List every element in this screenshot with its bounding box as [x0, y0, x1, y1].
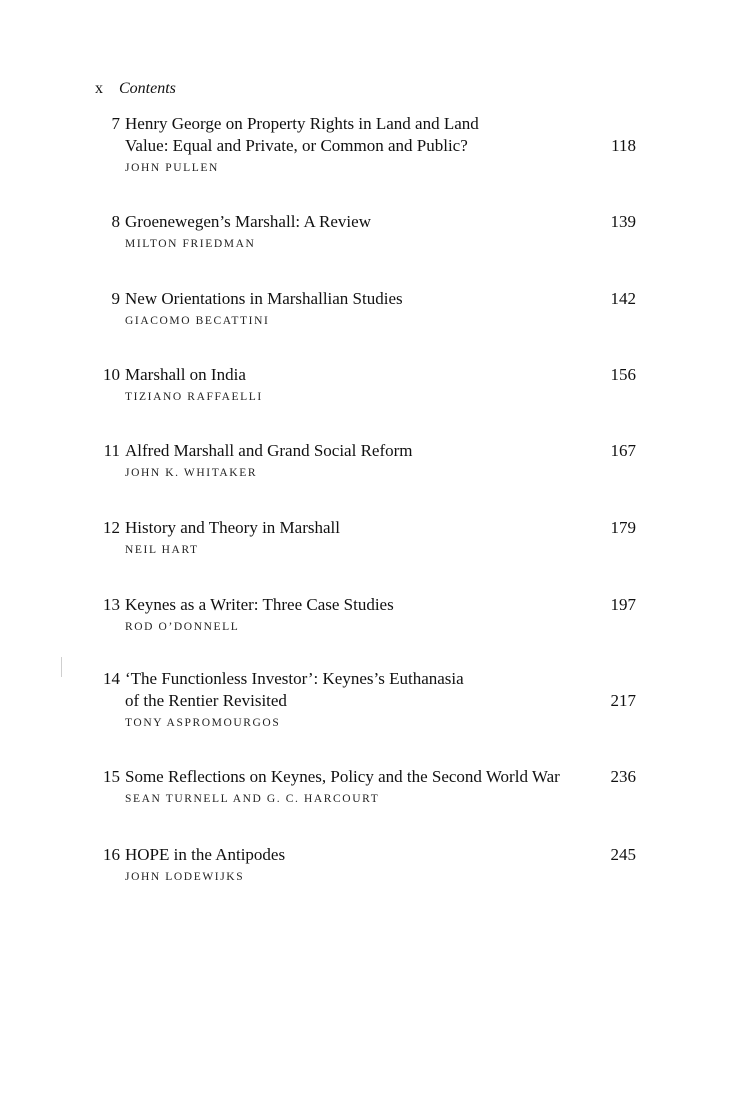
margin-rule	[61, 657, 62, 677]
toc-entry-8[interactable]	[90, 211, 650, 252]
page-number: 217	[610, 691, 636, 710]
chapter-title[interactable]	[125, 844, 595, 866]
page-number: 167	[610, 441, 636, 460]
chapter-title-line: Keynes as a Writer: Three Case Studies	[125, 595, 394, 614]
chapter-title-line: Some Reflections on Keynes, Policy and the Second World War	[125, 767, 560, 786]
chapter-title[interactable]	[125, 113, 595, 157]
toc-entry-7[interactable]	[90, 113, 650, 176]
chapter-title[interactable]	[125, 517, 595, 539]
page-number: 236	[610, 767, 636, 786]
chapter-author: GIACOMO BECATTINI	[125, 315, 270, 327]
chapter-author: JOHN PULLEN	[125, 162, 219, 174]
chapter-title-line: HOPE in the Antipodes	[125, 845, 286, 864]
chapter-number: 14	[103, 669, 120, 688]
page-number: 139	[610, 212, 636, 231]
chapter-title-line: Henry George on Property Rights in Land and Land	[125, 114, 479, 133]
chapter-title-line: of the Rentier Revisited	[125, 691, 287, 710]
chapter-number: 13	[103, 595, 120, 614]
chapter-title[interactable]	[125, 211, 595, 233]
chapter-title-line: Value: Equal and Private, or Common and Public?	[125, 136, 468, 155]
page-folio: x	[95, 80, 103, 97]
chapter-author: JOHN K. WHITAKER	[125, 467, 258, 479]
chapter-title[interactable]	[125, 668, 595, 712]
page-number: 197	[610, 595, 636, 614]
toc-entry-9[interactable]	[90, 288, 650, 329]
chapter-number: 7	[111, 114, 120, 133]
chapter-author: ROD O’DONNELL	[125, 621, 240, 633]
toc-entry-13[interactable]	[90, 594, 650, 635]
chapter-author: JOHN LODEWIJKS	[125, 871, 245, 883]
chapter-title-line: Marshall on India	[125, 365, 246, 384]
running-head	[95, 79, 176, 99]
page-number: 142	[610, 289, 636, 308]
toc-entry-12[interactable]	[90, 517, 650, 558]
toc-entry-10[interactable]	[90, 364, 650, 405]
chapter-number: 9	[111, 289, 120, 308]
toc-entry-14[interactable]	[90, 668, 650, 731]
chapter-title-line: ‘The Functionless Investor’: Keynes’s Euthanasia	[125, 669, 464, 688]
chapter-author: NEIL HART	[125, 544, 199, 556]
toc-entry-15[interactable]	[90, 766, 650, 807]
chapter-author: SEAN TURNELL AND G. C. HARCOURT	[125, 793, 380, 805]
chapter-number: 10	[103, 365, 120, 384]
chapter-title[interactable]	[125, 766, 595, 788]
chapter-number: 12	[103, 518, 120, 537]
chapter-author: MILTON FRIEDMAN	[125, 238, 256, 250]
chapter-title[interactable]	[125, 594, 595, 616]
chapter-title-line: Groenewegen’s Marshall: A Review	[125, 212, 371, 231]
chapter-title-line: History and Theory in Marshall	[125, 518, 340, 537]
chapter-number: 15	[103, 767, 120, 786]
chapter-number: 8	[111, 212, 120, 231]
page-number: 179	[610, 518, 636, 537]
page-number: 156	[610, 365, 636, 384]
chapter-title[interactable]	[125, 288, 595, 310]
chapter-author: TONY ASPROMOURGOS	[125, 717, 281, 729]
chapter-title-line: Alfred Marshall and Grand Social Reform	[125, 441, 413, 460]
chapter-title-line: New Orientations in Marshallian Studies	[125, 289, 403, 308]
page-number: 118	[611, 136, 636, 155]
toc-entry-11[interactable]	[90, 440, 650, 481]
chapter-title[interactable]	[125, 364, 595, 386]
section-title: Contents	[119, 80, 176, 97]
chapter-title[interactable]	[125, 440, 595, 462]
chapter-number: 16	[103, 845, 120, 864]
page-number: 245	[610, 845, 636, 864]
chapter-number: 11	[103, 441, 120, 460]
chapter-author: TIZIANO RAFFAELLI	[125, 391, 263, 403]
toc-entry-16[interactable]	[90, 844, 650, 885]
